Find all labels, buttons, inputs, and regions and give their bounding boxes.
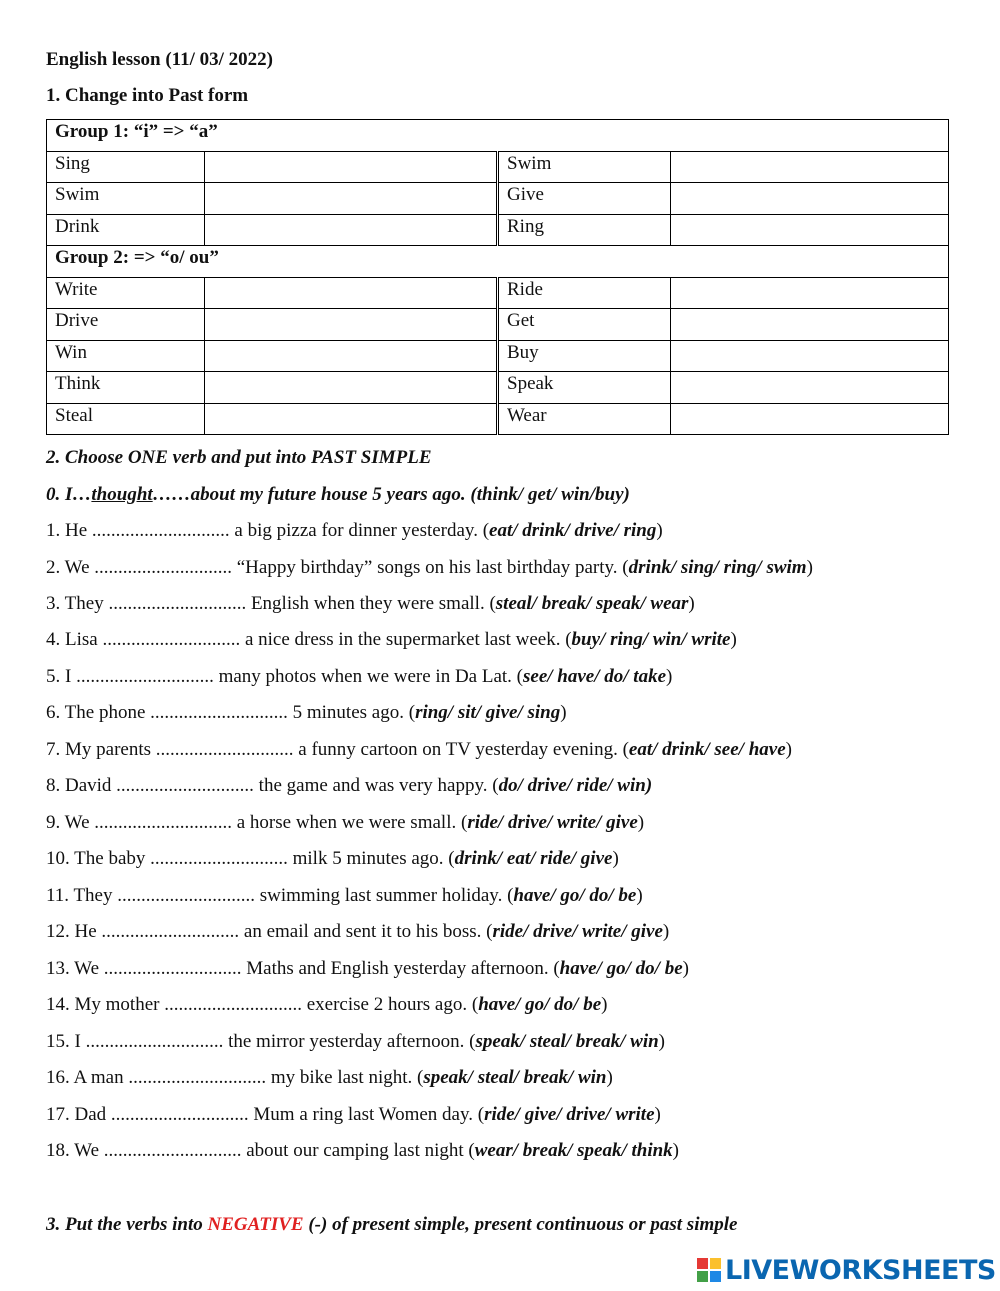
item-options: ride/ give/ drive/ write [484,1104,655,1125]
item-close: ) [785,739,792,760]
answer-cell[interactable] [205,151,498,183]
verb-cell: Get [498,309,671,341]
table-row [47,214,949,246]
section-1-title: 1. Change into Past form [46,85,249,106]
item-options: ring/ sit/ give/ sing [415,702,561,723]
liveworksheets-logo [697,1255,996,1285]
item-close: ) [672,1140,679,1161]
example-sentence [46,484,630,506]
item-close: ) [637,812,645,833]
exercise-item [46,958,689,980]
item-close: ) [688,593,695,614]
section-3-prefix: 3. Put the verbs into [46,1214,208,1235]
verb-cell: Steal [47,403,205,435]
table-row [47,372,949,404]
exercise-item [46,557,813,579]
table-row [47,340,949,372]
item-close: ) [662,921,670,942]
exercise-item [46,593,695,615]
table-row [47,403,949,435]
exercise-item [46,739,792,761]
exercise-item [46,994,607,1016]
answer-cell[interactable] [671,403,949,435]
verb-cell: Speak [498,372,671,404]
verb-cell: Wear [498,403,671,435]
answer-cell[interactable] [671,340,949,372]
answer-cell[interactable] [671,277,949,309]
section-3-suffix: (-) of present simple, present continuous or past simple [303,1214,738,1235]
verb-cell: Give [498,183,671,215]
item-text: 13. We ............................. Maths and English yesterday afternoon. ( [46,958,560,979]
item-text: 12. He ............................. an email and sent it to his boss. ( [46,921,493,942]
item-close: ) [654,1104,661,1125]
answer-cell[interactable] [671,372,949,404]
item-options: ride/ drive/ write/ give [467,812,638,833]
verb-cell: Buy [498,340,671,372]
item-text: 8. David ............................. the game and was very happy. ( [46,775,499,796]
verb-cell: Win [47,340,205,372]
group-2-header-row [47,246,949,278]
item-options: drink/ eat/ ride/ give [454,848,613,869]
exercise-item [46,1140,679,1162]
answer-cell[interactable] [205,403,498,435]
answer-cell[interactable] [205,340,498,372]
item-options: ride/ drive/ write/ give [492,921,663,942]
item-text: 2. We ............................. “Happy birthday” songs on his last birthday party. ( [46,557,629,578]
item-text: 18. We ............................. about our camping last night ( [46,1140,475,1161]
item-close: ) [601,994,608,1015]
item-text: 10. The baby ............................. milk 5 minutes ago. ( [46,848,455,869]
item-text: 9. We ............................. a horse when we were small. ( [46,812,468,833]
item-close: ) [666,666,673,687]
example-answer: thought [91,484,153,505]
answer-cell[interactable] [205,214,498,246]
verb-cell: Ride [498,277,671,309]
item-close: ) [658,1031,665,1052]
item-text: 11. They ............................. swimming last summer holiday. ( [46,885,514,906]
exercise-item [46,885,643,907]
negative-highlight: NEGATIVE [207,1214,304,1235]
exercise-item [46,629,737,651]
exercise-item [46,921,669,943]
item-options: have/ go/ do/ be [559,958,683,979]
example-prefix: 0. I… [46,484,92,505]
verb-cell: Ring [498,214,671,246]
verb-cell: Sing [47,151,205,183]
exercise-item [46,520,663,542]
group-1-label: Group 1: “i” => “a” [47,120,949,152]
item-close: ) [656,520,663,541]
table-row [47,183,949,215]
item-options: steal/ break/ speak/ wear [495,593,689,614]
answer-cell[interactable] [671,309,949,341]
item-options: wear/ break/ speak/ think [474,1140,673,1161]
exercise-item [46,666,672,688]
item-options: do/ drive/ ride/ win) [498,775,653,796]
verb-cell: Write [47,277,205,309]
item-text: 14. My mother ............................. exercise 2 hours ago. ( [46,994,479,1015]
group-2-label: Group 2: => “o/ ou” [47,246,949,278]
item-close: ) [682,958,689,979]
brand-name: LIVEWORKSHEETS [725,1254,996,1286]
item-close: ) [730,629,737,650]
verb-cell: Drive [47,309,205,341]
exercise-item [46,1031,665,1053]
table-row [47,309,949,341]
item-close: ) [806,557,813,578]
exercise-item [46,1067,613,1089]
item-text: 4. Lisa ............................. a nice dress in the supermarket last week. ( [46,629,572,650]
answer-cell[interactable] [671,183,949,215]
item-options: buy/ ring/ win/ write [571,629,731,650]
table-row [47,277,949,309]
table-row [47,151,949,183]
answer-cell[interactable] [205,277,498,309]
item-text: 7. My parents ............................. a funny cartoon on TV yesterday evening. ( [46,739,629,760]
item-options: drink/ sing/ ring/ swim [628,557,807,578]
exercise-item [46,775,652,797]
verb-cell: Think [47,372,205,404]
item-options: eat/ drink/ see/ have [628,739,786,760]
answer-cell[interactable] [205,183,498,215]
lesson-title: English lesson (11/ 03/ 2022) [46,49,273,70]
group-1-header-row [47,120,949,152]
item-options: eat/ drink/ drive/ ring [489,520,657,541]
item-text: 5. I ............................. many photos when we were in Da Lat. ( [46,666,524,687]
item-text: 3. They ............................. English when they were small. ( [46,593,496,614]
answer-cell[interactable] [205,372,498,404]
logo-blocks-icon [697,1258,721,1282]
section-2-title: 2. Choose ONE verb and put into PAST SIMPLE [46,447,432,468]
exercise-item [46,1104,661,1126]
item-close: ) [612,848,619,869]
item-close: ) [560,702,567,723]
item-text: 6. The phone ............................. 5 minutes ago. ( [46,702,416,723]
verb-table [46,119,949,435]
item-close: ) [636,885,643,906]
exercise-item [46,812,644,834]
answer-cell[interactable] [671,151,949,183]
exercise-item [46,848,619,870]
item-options: see/ have/ do/ take [523,666,667,687]
item-close: ) [606,1067,613,1088]
exercise-item [46,702,567,724]
item-text: 17. Dad ............................. Mum a ring last Women day. ( [46,1104,485,1125]
verb-cell: Swim [47,183,205,215]
item-options: speak/ steal/ break/ win [475,1031,659,1052]
item-text: 16. A man ............................. my bike last night. ( [46,1067,424,1088]
verb-cell: Drink [47,214,205,246]
item-options: have/ go/ do/ be [513,885,637,906]
answer-cell[interactable] [205,309,498,341]
item-text: 1. He ............................. a big pizza for dinner yesterday. ( [46,520,490,541]
section-3-title [46,1214,737,1236]
item-text: 15. I ............................. the mirror yesterday afternoon. ( [46,1031,476,1052]
item-options: speak/ steal/ break/ win [423,1067,607,1088]
item-options: have/ go/ do/ be [478,994,602,1015]
example-suffix: ……about my future house 5 years ago. (think/ get/ win/buy) [152,484,630,505]
answer-cell[interactable] [671,214,949,246]
verb-cell: Swim [498,151,671,183]
